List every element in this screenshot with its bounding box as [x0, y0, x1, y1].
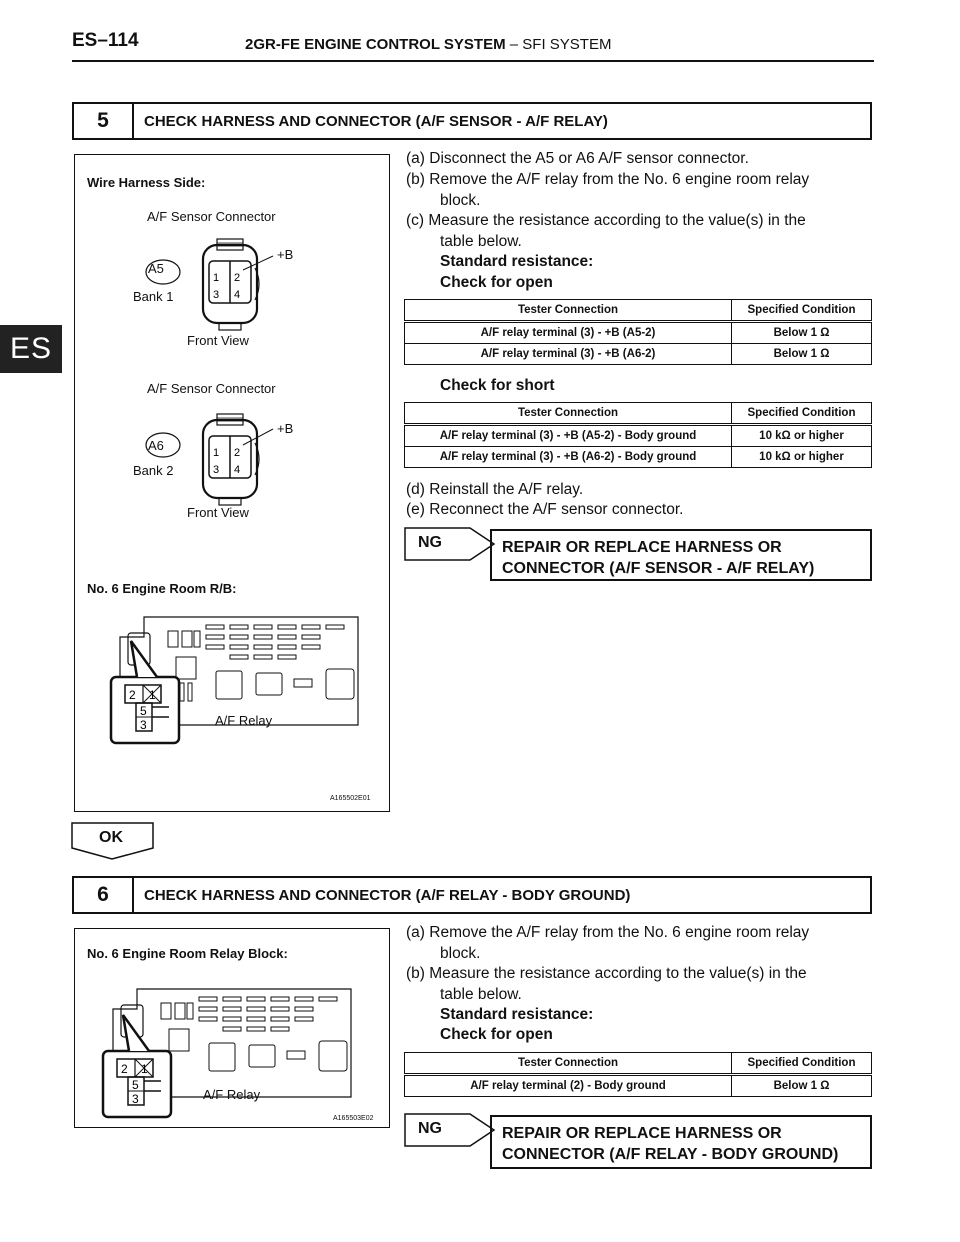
relay-pin-5: 5 — [132, 1078, 139, 1092]
page-title — [245, 36, 611, 53]
ng-label-2: NG — [418, 1120, 442, 1137]
step6-standard-resistance: Standard resistance: — [440, 1006, 594, 1023]
step5-item-d: (d) Reinstall the A/F relay. — [406, 481, 584, 498]
step6-item-b-cont: table below. — [440, 986, 522, 1003]
connector-code-a6: A6 — [148, 438, 164, 453]
af-relay-callout — [111, 641, 179, 743]
cell: Below 1 Ω — [732, 322, 872, 344]
cell: Below 1 Ω — [732, 344, 872, 365]
table-open-5 — [404, 299, 872, 365]
cell: A/F relay terminal (3) - +B (A5-2) — [405, 322, 732, 344]
wire-harness-drawing — [75, 155, 389, 811]
ng-label-1: NG — [418, 534, 442, 551]
cell: 10 kΩ or higher — [732, 425, 872, 447]
step6-item-a-cont: block. — [440, 945, 481, 962]
relay-pin-1: 1 — [149, 688, 156, 702]
pin-2: 2 — [234, 447, 241, 459]
relay-block-label: No. 6 Engine Room R/B: — [87, 581, 237, 596]
figure-wire-harness — [74, 154, 390, 812]
pin-1: 1 — [213, 272, 220, 284]
plus-b-label-2: +B — [277, 421, 294, 436]
af-relay-label: A/F Relay — [203, 1087, 261, 1102]
step6-check-open: Check for open — [440, 1026, 553, 1043]
step-6-header — [72, 876, 872, 914]
figure-code: A165503E02 — [333, 1115, 374, 1122]
ok-label: OK — [99, 829, 123, 846]
step5-item-c: (c) Measure the resistance according to the value(s) in the — [406, 212, 806, 229]
pin-2: 2 — [234, 272, 241, 284]
bank-2-label: Bank 2 — [133, 463, 174, 478]
connector-a6-pins — [213, 447, 240, 476]
cell: Below 1 Ω — [732, 1075, 872, 1097]
table-row — [405, 322, 872, 344]
table-open-6 — [404, 1052, 872, 1097]
header-rule — [72, 60, 874, 62]
front-view-label-1: Front View — [187, 333, 249, 348]
connector-a5-pins — [213, 272, 240, 301]
table-row — [405, 425, 872, 447]
relay-pin-3: 3 — [140, 718, 147, 732]
ng-result-1-line2: CONNECTOR (A/F SENSOR - A/F RELAY) — [502, 560, 815, 577]
col-header: Tester Connection — [405, 403, 732, 425]
relay-pin-2: 2 — [129, 688, 136, 702]
page-title-rest: – SFI SYSTEM — [505, 36, 612, 53]
cell: A/F relay terminal (2) - Body ground — [405, 1075, 732, 1097]
connector-code-a5: A5 — [148, 261, 164, 276]
step6-item-b: (b) Measure the resistance according to the value(s) in the — [406, 965, 807, 982]
figure-code: A165502E01 — [330, 795, 371, 802]
page-title-bold: 2GR-FE ENGINE CONTROL SYSTEM — [245, 36, 506, 53]
step5-item-a: (a) Disconnect the A5 or A6 A/F sensor connector. — [406, 150, 749, 167]
step5-check-short: Check for short — [440, 377, 555, 394]
relay-pin-1: 1 — [141, 1062, 148, 1076]
relay-pin-5: 5 — [140, 704, 147, 718]
table-short-5 — [404, 402, 872, 468]
step-5-header — [72, 102, 872, 140]
connector-title-1: A/F Sensor Connector — [147, 209, 276, 224]
pin-1: 1 — [213, 447, 220, 459]
step5-item-b: (b) Remove the A/F relay from the No. 6 engine room relay — [406, 171, 810, 188]
step5-standard-resistance: Standard resistance: — [440, 253, 594, 270]
connector-a6-icon — [146, 414, 273, 505]
section-tab[interactable]: ES — [0, 325, 62, 373]
cell: A/F relay terminal (3) - +B (A6-2) - Body ground — [405, 447, 732, 468]
step-number: 5 — [74, 104, 134, 138]
table-row — [405, 447, 872, 468]
step5-check-open: Check for open — [440, 274, 553, 291]
cell: A/F relay terminal (3) - +B (A5-2) - Body ground — [405, 425, 732, 447]
ng-result-1-line1: REPAIR OR REPLACE HARNESS OR — [502, 539, 782, 556]
bank-1-label: Bank 1 — [133, 289, 174, 304]
step5-item-e: (e) Reconnect the A/F sensor connector. — [406, 501, 684, 518]
plus-b-label-1: +B — [277, 247, 294, 262]
step-title: CHECK HARNESS AND CONNECTOR (A/F SENSOR - A/F RELAY) — [144, 112, 608, 130]
ng-result-2 — [490, 1115, 872, 1169]
col-header: Tester Connection — [405, 1053, 732, 1075]
step5-item-c-cont: table below. — [440, 233, 522, 250]
pin-4: 4 — [234, 289, 241, 301]
col-header: Specified Condition — [732, 403, 872, 425]
relay-pin-2: 2 — [121, 1062, 128, 1076]
pin-3: 3 — [213, 464, 220, 476]
page-number: ES–114 — [72, 30, 139, 51]
relay-block-drawing — [75, 929, 389, 1127]
step-title: CHECK HARNESS AND CONNECTOR (A/F RELAY - BODY GROUND) — [144, 886, 631, 904]
table-row — [405, 1075, 872, 1097]
wire-harness-side-label: Wire Harness Side: — [87, 175, 206, 190]
table-row — [405, 344, 872, 365]
ng-result-2-line2: CONNECTOR (A/F RELAY - BODY GROUND) — [502, 1146, 839, 1163]
col-header: Specified Condition — [732, 300, 872, 322]
col-header: Specified Condition — [732, 1053, 872, 1075]
cell: 10 kΩ or higher — [732, 447, 872, 468]
col-header: Tester Connection — [405, 300, 732, 322]
af-relay-label: A/F Relay — [215, 713, 273, 728]
pin-3: 3 — [213, 289, 220, 301]
figure-relay-block — [74, 928, 390, 1128]
front-view-label-2: Front View — [187, 505, 249, 520]
cell: A/F relay terminal (3) - +B (A6-2) — [405, 344, 732, 365]
step6-item-a: (a) Remove the A/F relay from the No. 6 engine room relay — [406, 924, 810, 941]
step-number: 6 — [74, 878, 134, 912]
ng-result-2-line1: REPAIR OR REPLACE HARNESS OR — [502, 1125, 782, 1142]
ng-result-1 — [490, 529, 872, 581]
connector-title-2: A/F Sensor Connector — [147, 381, 276, 396]
pin-4: 4 — [234, 464, 241, 476]
step5-item-b-cont: block. — [440, 192, 481, 209]
connector-a5-icon — [146, 239, 273, 330]
relay-block-label: No. 6 Engine Room Relay Block: — [87, 946, 288, 961]
relay-pin-3: 3 — [132, 1092, 139, 1106]
